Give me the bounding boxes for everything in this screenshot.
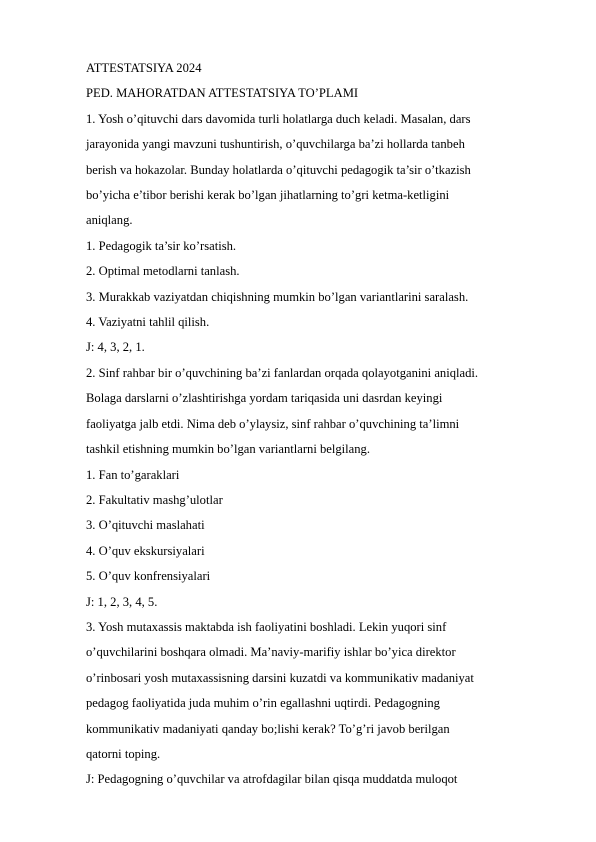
document-subtitle: PED. MAHORATDAN ATTESTATSIYA TO’PLAMI <box>86 86 359 101</box>
option-line: 2. Fakultativ mashg’ulotlar <box>86 492 223 507</box>
option-line: 2. Optimal metodlarni tanlash. <box>86 264 240 279</box>
text-line: 1. Yosh o’qituvchi dars davomida turli holatlarga duch keladi. Masalan, dars <box>86 111 471 126</box>
text-line: qatorni toping. <box>86 746 161 761</box>
option-line: 4. Vaziyatni tahlil qilish. <box>86 315 210 330</box>
text-line: aniqlang. <box>86 213 133 228</box>
answer-line: J: 1, 2, 3, 4, 5. <box>86 594 158 609</box>
text-line: Bolaga darslarni o’zlashtirishga yordam tariqasida uni dasrdan keyingi <box>86 391 443 406</box>
option-line: 3. O’qituvchi maslahati <box>86 518 205 533</box>
text-line: kommunikativ madaniyati qanday bo;lishi kerak? To’g’ri javob berilgan <box>86 721 450 736</box>
option-line: 1. Fan to’garaklari <box>86 467 180 482</box>
text-line: o’quvchilarini boshqara olmadi. Ma’naviy-marifiy ishlar bo’yica direktor <box>86 645 456 660</box>
text-line: faoliyatga jalb etdi. Nima deb o’ylaysiz, sinf rahbar o’quvchining ta’limni <box>86 416 460 431</box>
text-line: tashkil etishning mumkin bo’lgan variantlarni belgilang. <box>86 442 371 457</box>
document-title: ATTESTATSIYA 2024 <box>86 61 202 75</box>
option-line: 5. O’quv konfrensiyalari <box>86 569 211 584</box>
text-line: jarayonida yangi mavzuni tushuntirish, o’quvchilarga ba’zi hollarda tanbeh <box>86 137 465 152</box>
option-line: 4. O’quv ekskursiyalari <box>86 543 205 558</box>
text-line: berish va hokazolar. Bunday holatlarda o’qituvchi pedagogik ta’sir o’tkazish <box>86 162 471 177</box>
answer-line: J: Pedagogning o’quvchilar va atrofdagilar bilan qisqa muddatda muloqot <box>86 772 458 787</box>
answer-line: J: 4, 3, 2, 1. <box>86 340 145 355</box>
option-line: 3. Murakkab vaziyatdan chiqishning mumkin bo’lgan variantlarini saralash. <box>86 289 469 304</box>
text-line: 3. Yosh mutaxassis maktabda ish faoliyatini boshladi. Lekin yuqori sinf <box>86 619 447 634</box>
text-line: bo’yicha e’tibor berishi kerak bo’lgan jihatlarning to’gri ketma-ketligini <box>86 188 450 203</box>
option-line: 1. Pedagogik ta’sir ko’rsatish. <box>86 238 237 253</box>
text-line: pedagog faoliyatida juda muhim o’rin egallashni uqtirdi. Pedagogning <box>86 696 440 711</box>
text-line: o’rinbosari yosh mutaxassisning darsini kuzatdi va kommunikativ madaniyat <box>86 670 474 685</box>
text-line: 2. Sinf rahbar bir o’quvchining ba’zi fanlardan orqada qolayotganini aniqladi. <box>86 365 479 380</box>
